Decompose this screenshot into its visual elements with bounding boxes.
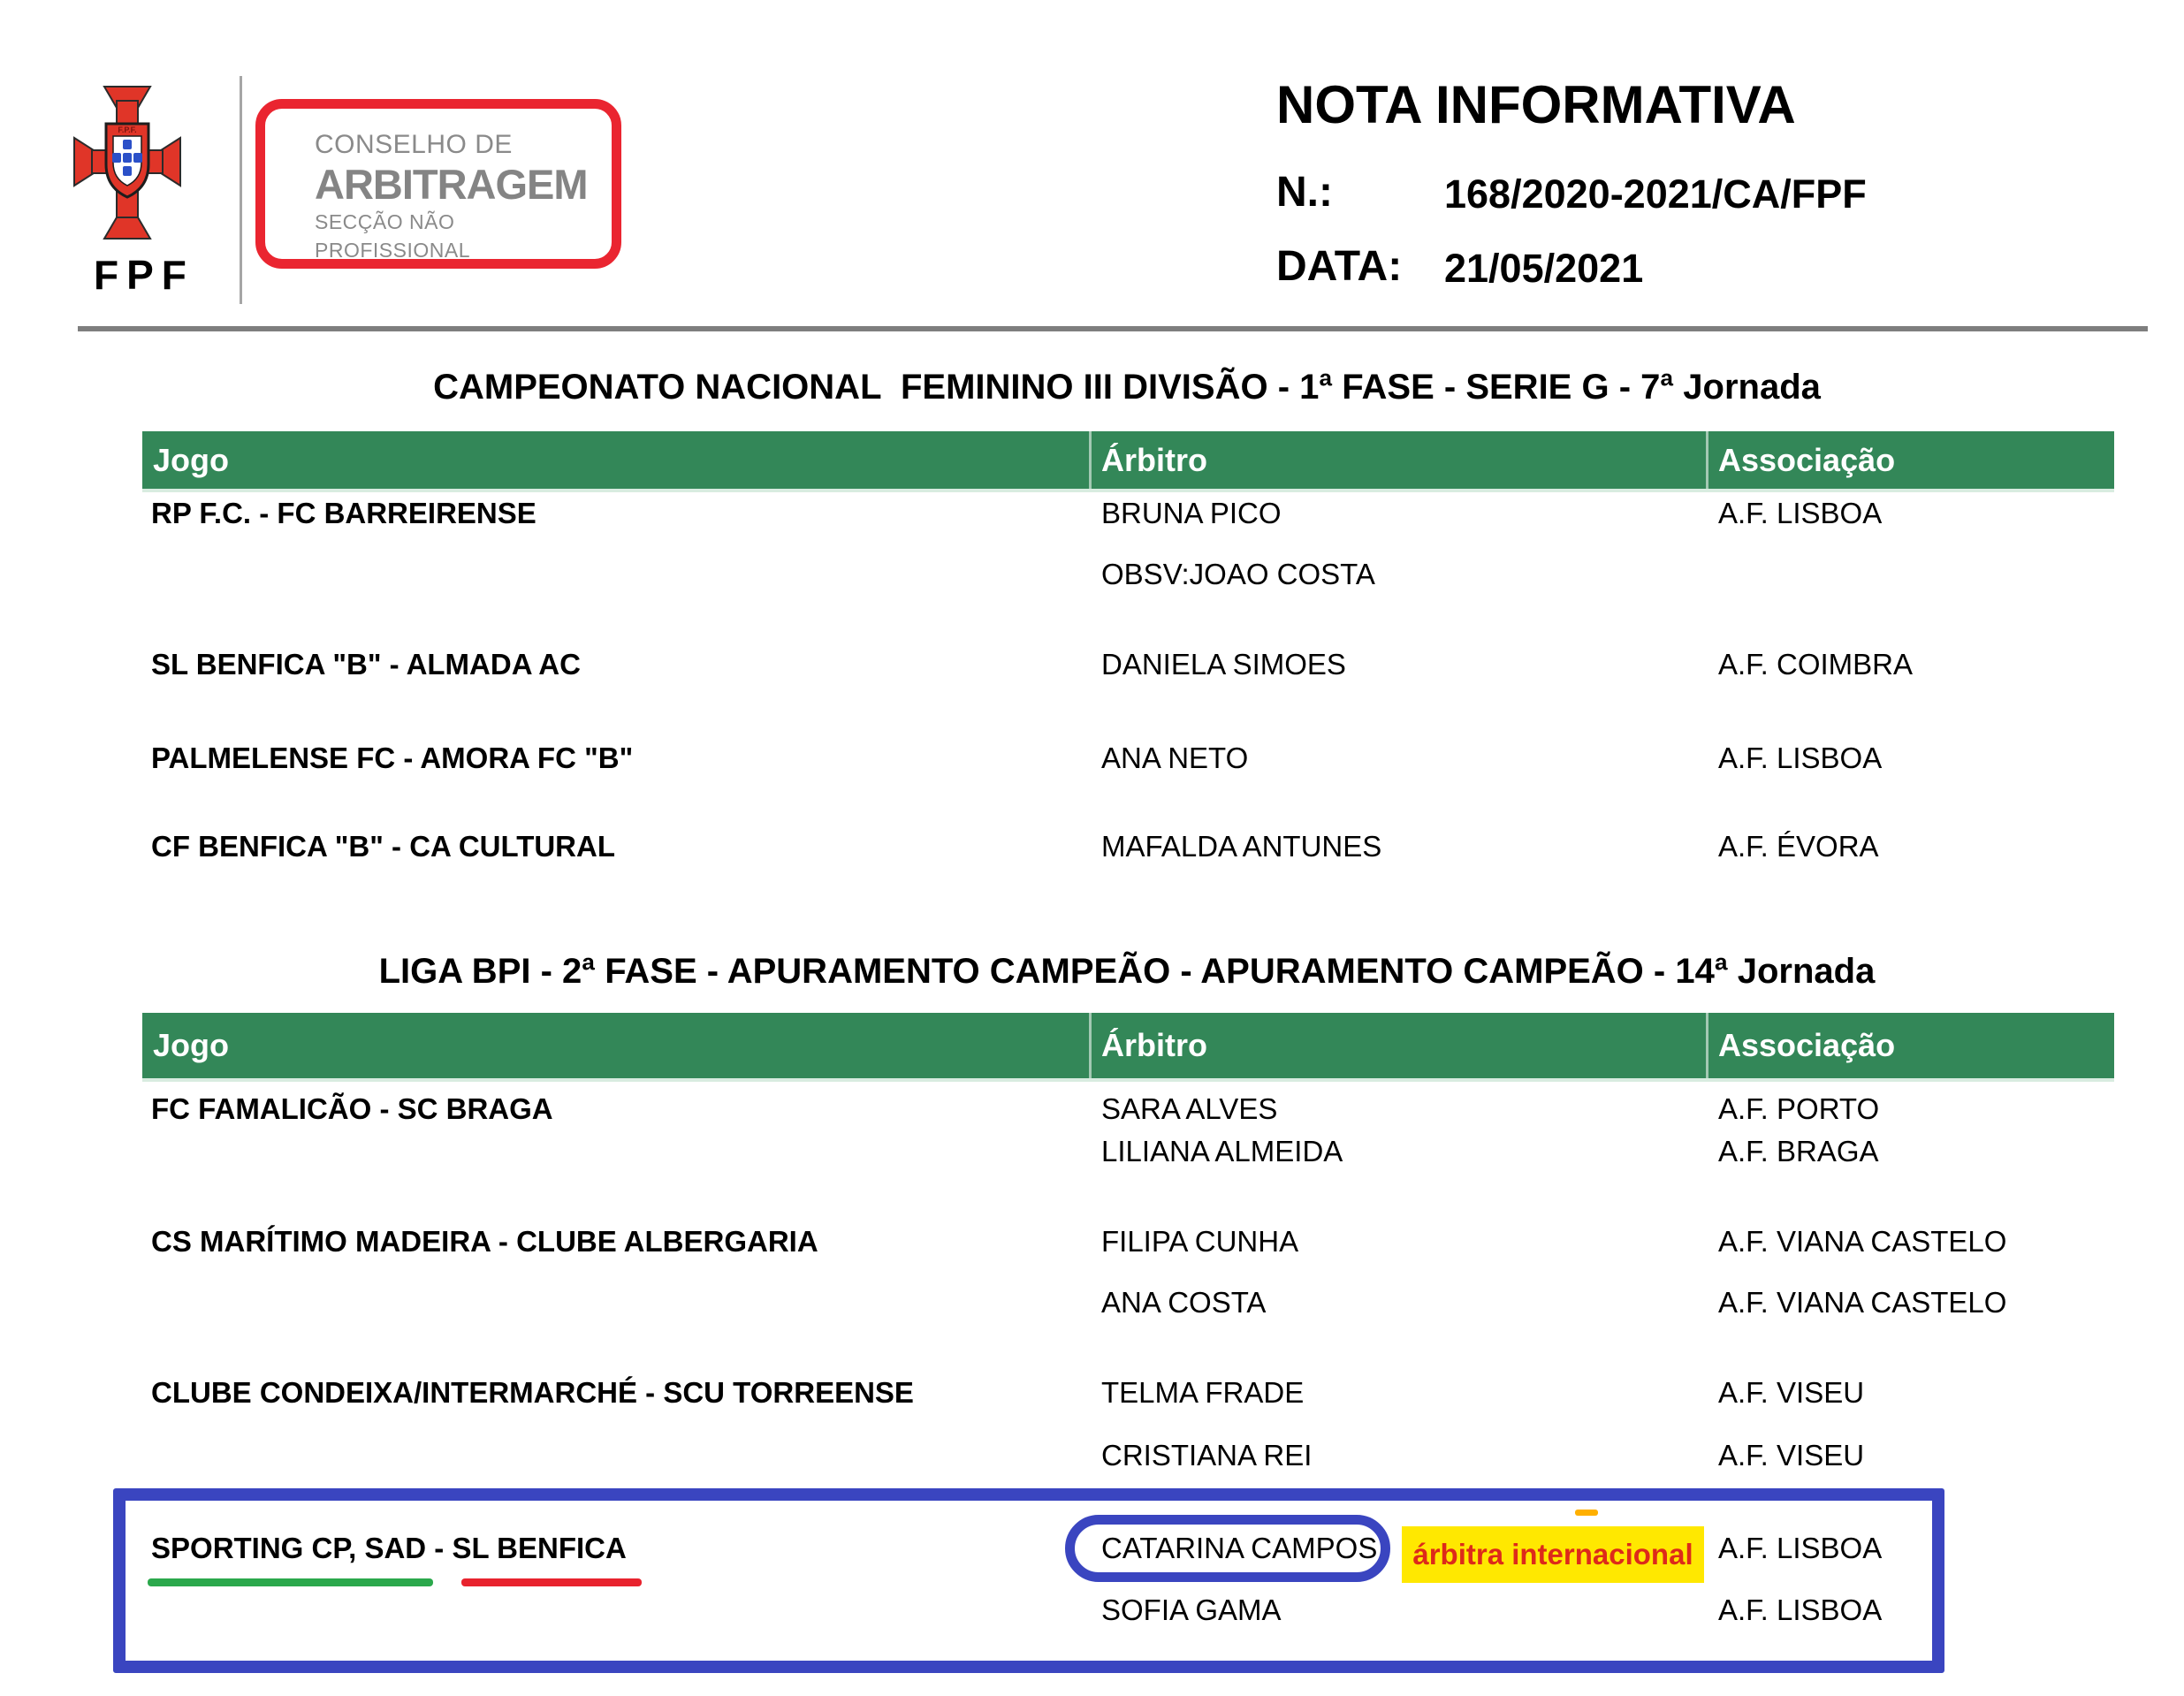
- orange-dash-annotation: [1575, 1510, 1598, 1516]
- document-title: NOTA INFORMATIVA: [1276, 75, 1796, 134]
- table2-header: [142, 1013, 2114, 1082]
- crest-caption-text: F.P.F.: [118, 125, 137, 134]
- table-row: [0, 1092, 2184, 1128]
- game-cell: CLUBE CONDEIXA/INTERMARCHÉ - SCU TORREENSE: [151, 1376, 914, 1409]
- table1-col-arbitro: Árbitro: [1101, 441, 1207, 478]
- table-row-line2: [0, 1593, 2184, 1629]
- table-row-line2: [0, 558, 2184, 593]
- number-value: 168/2020-2021/CA/FPF: [1444, 171, 1867, 217]
- game-cell: CS MARÍTIMO MADEIRA - CLUBE ALBERGARIA: [151, 1225, 818, 1258]
- referee-cell: ANA COSTA: [1101, 1286, 1267, 1319]
- association-cell: A.F. LISBOA: [1718, 1532, 1883, 1564]
- date-value: 21/05/2021: [1444, 246, 1644, 291]
- referee-cell: FILIPA CUNHA: [1101, 1225, 1299, 1258]
- game-cell: CF BENFICA "B" - CA CULTURAL: [151, 830, 616, 863]
- association-cell: A.F. LISBOA: [1718, 497, 1883, 529]
- arbitragem-badge: [255, 99, 621, 269]
- table-row: [0, 830, 2184, 865]
- association-cell: A.F. COIMBRA: [1718, 648, 1914, 681]
- section2-title: LIGA BPI - 2ª FASE - APURAMENTO CAMPEÃO - APURAMENTO CAMPEÃO - 14ª Jornada: [378, 952, 1876, 991]
- game-cell: PALMELENSE FC - AMORA FC "B": [151, 742, 634, 774]
- internacional-highlight: árbitra internacional: [1402, 1526, 1704, 1583]
- referee-cell: MAFALDA ANTUNES: [1101, 830, 1382, 863]
- referee-circle-annotation: [1065, 1515, 1390, 1582]
- table1-col-jogo: Jogo: [153, 441, 229, 478]
- table2-col-jogo: Jogo: [153, 1027, 229, 1063]
- table1-col-associacao: Associação: [1718, 441, 1896, 478]
- logo-divider: [240, 76, 242, 304]
- referee-cell: CRISTIANA REI: [1101, 1439, 1313, 1472]
- table-row-line2: [0, 1286, 2184, 1321]
- fpf-crest-logo: [71, 85, 184, 240]
- table-row: [0, 742, 2184, 777]
- referee-cell: ANA NETO: [1101, 742, 1249, 774]
- table-row-line2: [0, 1439, 2184, 1474]
- column-separator: [1089, 1013, 1092, 1078]
- association-cell: A.F. VIANA CASTELO: [1718, 1225, 2007, 1258]
- association-cell: A.F. LISBOA: [1718, 742, 1883, 774]
- association-cell: A.F. LISBOA: [1718, 1593, 1883, 1626]
- association-cell: A.F. VIANA CASTELO: [1718, 1286, 2007, 1319]
- badge-line1: CONSELHO DE: [315, 130, 513, 159]
- sporting-underline-annotation: [148, 1578, 433, 1586]
- column-separator: [1089, 431, 1092, 489]
- column-separator: [1706, 431, 1708, 489]
- column-separator: [1706, 1013, 1708, 1078]
- referee-cell: CATARINA CAMPOS: [1101, 1532, 1378, 1564]
- referee-cell: OBSV:JOAO COSTA: [1101, 558, 1375, 590]
- table-row: [0, 497, 2184, 532]
- referee-cell: SARA ALVES: [1101, 1092, 1278, 1125]
- table-row: [0, 1376, 2184, 1411]
- game-cell: SL BENFICA "B" - ALMADA AC: [151, 648, 581, 681]
- referee-cell: DANIELA SIMOES: [1101, 648, 1346, 681]
- association-cell: A.F. VISEU: [1718, 1439, 1865, 1472]
- table-row-line2: [0, 1135, 2184, 1170]
- association-cell: A.F. VISEU: [1718, 1376, 1865, 1409]
- association-cell: A.F. PORTO: [1718, 1092, 1880, 1125]
- benfica-underline-annotation: [461, 1578, 642, 1586]
- number-label: N.:: [1276, 169, 1333, 216]
- table1-header: [142, 431, 2114, 492]
- table-row: [0, 648, 2184, 683]
- referee-cell: BRUNA PICO: [1101, 497, 1282, 529]
- table2-col-associacao: Associação: [1718, 1027, 1896, 1063]
- table2-col-arbitro: Árbitro: [1101, 1027, 1207, 1063]
- badge-line3: SECÇÃO NÃO PROFISSIONAL: [315, 210, 470, 262]
- referee-cell: TELMA FRADE: [1101, 1376, 1305, 1409]
- table-row: [0, 1225, 2184, 1260]
- association-cell: A.F. BRAGA: [1718, 1135, 1879, 1167]
- date-label: DATA:: [1276, 243, 1403, 290]
- letterhead: [0, 0, 2184, 327]
- section1-title: CAMPEONATO NACIONAL FEMININO III DIVISÃO - 1ª FASE - SERIE G - 7ª Jornada: [433, 368, 1821, 407]
- badge-line2: ARBITRAGEM: [315, 161, 588, 208]
- association-cell: A.F. ÉVORA: [1718, 830, 1879, 863]
- game-cell: RP F.C. - FC BARREIRENSE: [151, 497, 536, 529]
- referee-cell: SOFIA GAMA: [1101, 1593, 1282, 1626]
- game-cell: SPORTING CP, SAD - SL BENFICA: [151, 1532, 627, 1564]
- game-cell: FC FAMALICÃO - SC BRAGA: [151, 1092, 553, 1125]
- header-rule: [78, 326, 2148, 331]
- referee-cell: LILIANA ALMEIDA: [1101, 1135, 1343, 1167]
- fpf-wordmark: FPF: [94, 252, 194, 298]
